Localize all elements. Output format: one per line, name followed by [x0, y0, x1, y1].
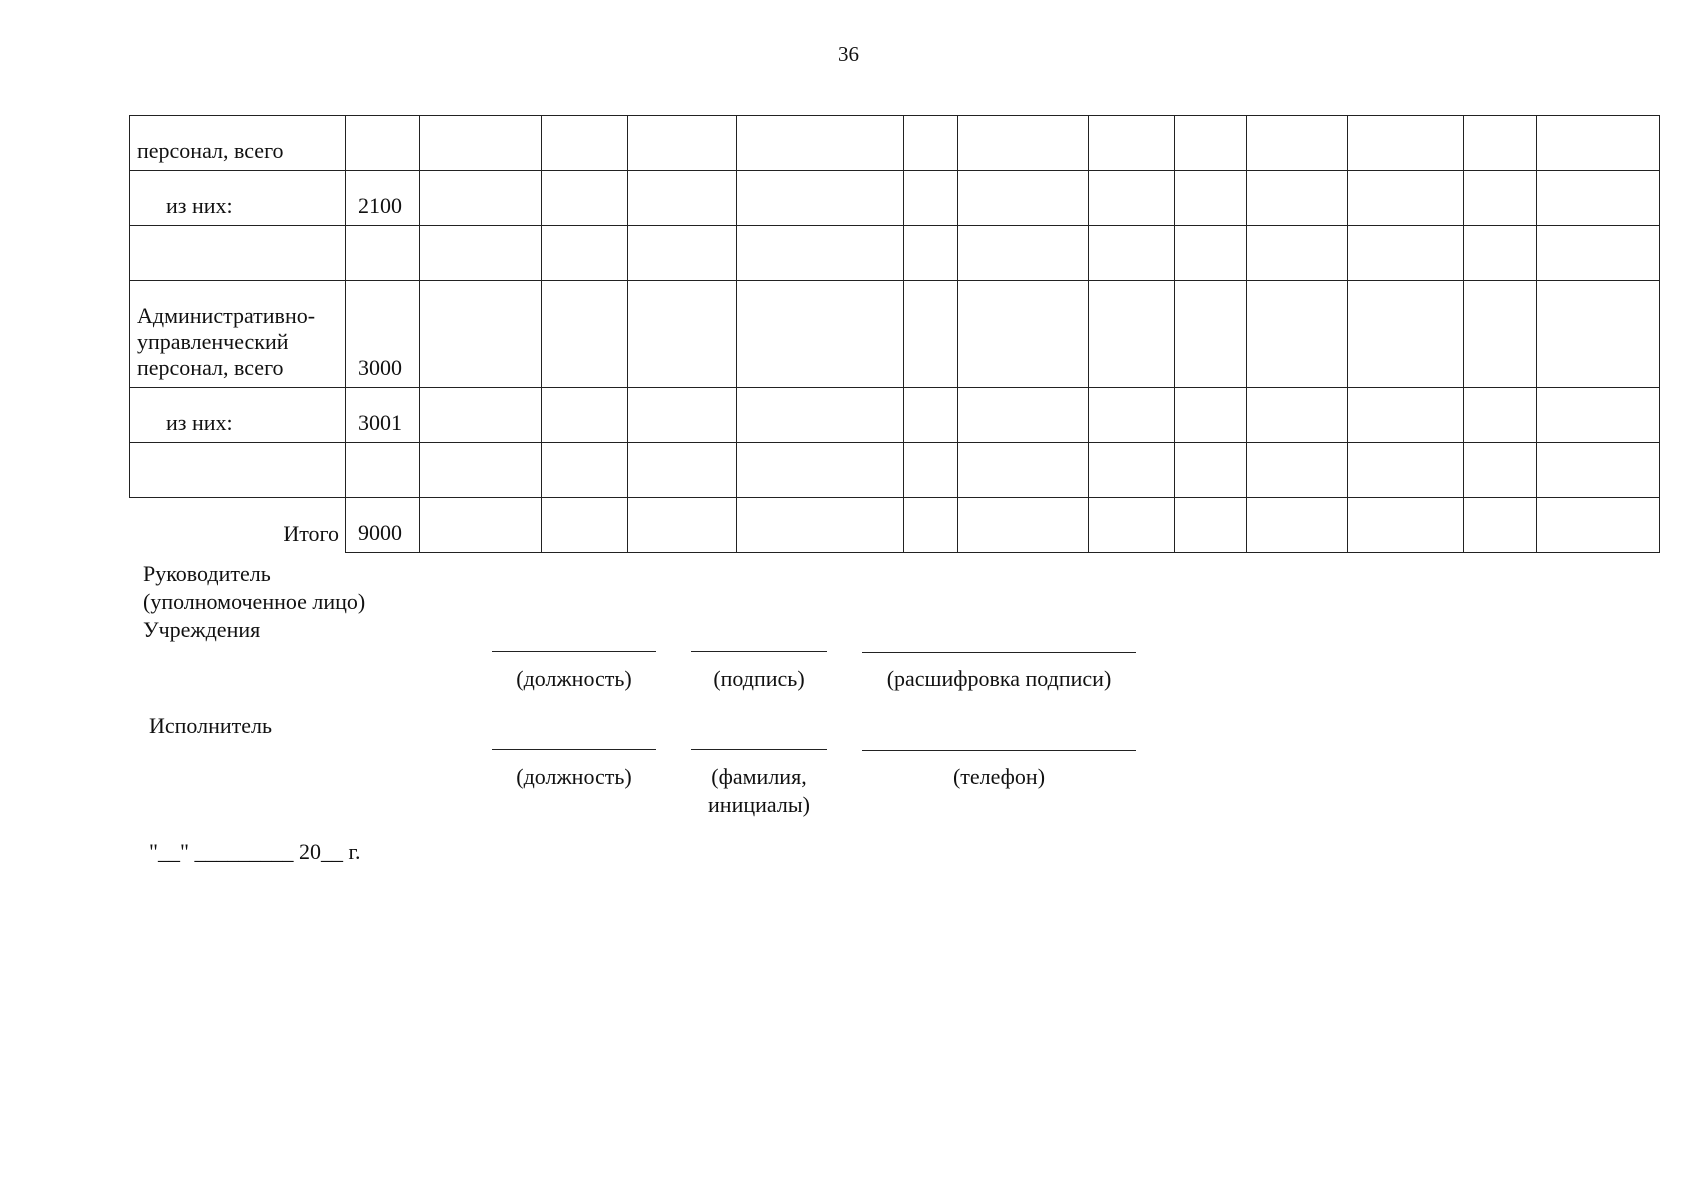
table-cell[interactable]	[1247, 281, 1348, 388]
table-cell[interactable]	[420, 498, 542, 553]
table-cell[interactable]	[958, 498, 1089, 553]
page-number: 36	[838, 42, 859, 66]
table-cell[interactable]	[1348, 281, 1464, 388]
executor-caption-phone: (телефон)	[952, 764, 1046, 789]
head-position-line[interactable]	[492, 651, 656, 652]
row-name[interactable]	[130, 443, 346, 498]
table-cell[interactable]	[958, 443, 1089, 498]
head-signature-line[interactable]	[691, 651, 827, 652]
table-cell[interactable]	[737, 281, 904, 388]
table-cell[interactable]	[628, 388, 737, 443]
table-cell[interactable]	[420, 116, 542, 171]
row-code: 2100	[346, 171, 420, 226]
table-cell[interactable]	[1247, 226, 1348, 281]
executor-name-line[interactable]	[691, 749, 827, 750]
row-code	[346, 116, 420, 171]
executor-caption-name: (фамилия, инициалы)	[708, 764, 810, 817]
table-cell[interactable]	[628, 116, 737, 171]
table-cell[interactable]	[1247, 388, 1348, 443]
table-cell[interactable]	[1348, 116, 1464, 171]
table-cell[interactable]	[958, 116, 1089, 171]
table-cell[interactable]	[628, 226, 737, 281]
head-caption-decoding: (расшифровка подписи)	[886, 666, 1112, 691]
table-cell[interactable]	[420, 171, 542, 226]
table-cell[interactable]	[1175, 171, 1247, 226]
table-cell[interactable]	[1089, 226, 1175, 281]
executor-phone-line[interactable]	[862, 750, 1136, 751]
table-cell[interactable]	[737, 388, 904, 443]
table-cell[interactable]	[1348, 388, 1464, 443]
table-cell[interactable]	[1348, 443, 1464, 498]
table-cell[interactable]	[1247, 498, 1348, 553]
table-cell[interactable]	[1089, 171, 1175, 226]
table-cell[interactable]	[1348, 171, 1464, 226]
executor-label: Исполнитель	[149, 713, 273, 738]
row-code: 3000	[346, 281, 420, 388]
table-cell[interactable]	[628, 498, 737, 553]
table-cell[interactable]	[904, 443, 958, 498]
table-cell[interactable]	[1175, 281, 1247, 388]
table-cell[interactable]	[542, 388, 628, 443]
table-cell[interactable]	[1464, 171, 1537, 226]
table-cell[interactable]	[1247, 171, 1348, 226]
table-cell[interactable]	[737, 116, 904, 171]
table-cell[interactable]	[1464, 443, 1537, 498]
table-cell[interactable]	[1537, 498, 1660, 553]
table-cell[interactable]	[1089, 388, 1175, 443]
table-cell[interactable]	[1175, 443, 1247, 498]
table-cell[interactable]	[542, 498, 628, 553]
table-cell[interactable]	[904, 171, 958, 226]
table-cell[interactable]	[737, 443, 904, 498]
table-cell[interactable]	[1537, 388, 1660, 443]
row-name: персонал, всего	[130, 116, 346, 171]
table-row	[130, 116, 1660, 171]
table-cell[interactable]	[737, 171, 904, 226]
table-cell[interactable]	[1175, 388, 1247, 443]
table-cell[interactable]	[737, 226, 904, 281]
row-code: 3001	[346, 388, 420, 443]
table-cell[interactable]	[420, 443, 542, 498]
table-cell[interactable]	[542, 443, 628, 498]
executor-position-line[interactable]	[492, 749, 656, 750]
table-cell[interactable]	[542, 171, 628, 226]
table-cell[interactable]	[542, 116, 628, 171]
table-cell[interactable]	[628, 443, 737, 498]
table-cell[interactable]	[420, 281, 542, 388]
row-name: Административно-управленческий персонал, всего	[130, 281, 346, 388]
total-row	[130, 498, 1660, 553]
table-cell[interactable]	[958, 171, 1089, 226]
table-cell[interactable]	[1089, 443, 1175, 498]
table-cell[interactable]	[904, 281, 958, 388]
table-row	[130, 226, 1660, 281]
row-name: из них:	[130, 171, 346, 226]
table-cell[interactable]	[1464, 388, 1537, 443]
table-cell[interactable]	[904, 388, 958, 443]
table-cell[interactable]	[1464, 116, 1537, 171]
table-cell[interactable]	[1348, 498, 1464, 553]
date-line: "__" _________ 20__ г.	[149, 839, 361, 864]
table-cell[interactable]	[1175, 116, 1247, 171]
table-cell[interactable]	[542, 281, 628, 388]
table-cell[interactable]	[628, 171, 737, 226]
table-cell[interactable]	[1537, 443, 1660, 498]
head-decoding-line[interactable]	[862, 652, 1136, 653]
total-code: 9000	[346, 498, 420, 553]
row-code[interactable]	[346, 226, 420, 281]
head-caption-position: (должность)	[516, 666, 632, 691]
table-cell[interactable]	[1537, 281, 1660, 388]
table-cell[interactable]	[1175, 498, 1247, 553]
table-cell[interactable]	[1464, 226, 1537, 281]
table-cell[interactable]	[1089, 116, 1175, 171]
table-cell[interactable]	[904, 116, 958, 171]
table-cell[interactable]	[1464, 281, 1537, 388]
executor-caption-position: (должность)	[516, 764, 632, 789]
table-cell[interactable]	[1175, 226, 1247, 281]
row-name: из них:	[130, 388, 346, 443]
table-cell[interactable]	[1348, 226, 1464, 281]
table-cell[interactable]	[1537, 171, 1660, 226]
table-cell[interactable]	[958, 388, 1089, 443]
table-cell[interactable]	[904, 226, 958, 281]
row-name[interactable]	[130, 226, 346, 281]
table-cell[interactable]	[420, 226, 542, 281]
table-cell[interactable]	[1089, 498, 1175, 553]
table-cell[interactable]	[1464, 498, 1537, 553]
table-cell[interactable]	[542, 226, 628, 281]
table-row	[130, 171, 1660, 226]
total-label: Итого	[130, 498, 346, 553]
row-code[interactable]	[346, 443, 420, 498]
head-caption-signature: (подпись)	[713, 666, 805, 691]
table-row	[130, 443, 1660, 498]
table-cell[interactable]	[1247, 116, 1348, 171]
table-cell[interactable]	[958, 226, 1089, 281]
table-row	[130, 388, 1660, 443]
table-cell[interactable]	[628, 281, 737, 388]
staff-table	[129, 115, 1660, 553]
table-cell[interactable]	[1089, 281, 1175, 388]
table-cell[interactable]	[958, 281, 1089, 388]
table-cell[interactable]	[737, 498, 904, 553]
head-label: Руководитель (уполномоченное лицо) Учреждения	[143, 561, 366, 642]
table-cell[interactable]	[1537, 116, 1660, 171]
table-cell[interactable]	[1247, 443, 1348, 498]
table-cell[interactable]	[420, 388, 542, 443]
table-cell[interactable]	[904, 498, 958, 553]
table-cell[interactable]	[1537, 226, 1660, 281]
table-row	[130, 281, 1660, 388]
